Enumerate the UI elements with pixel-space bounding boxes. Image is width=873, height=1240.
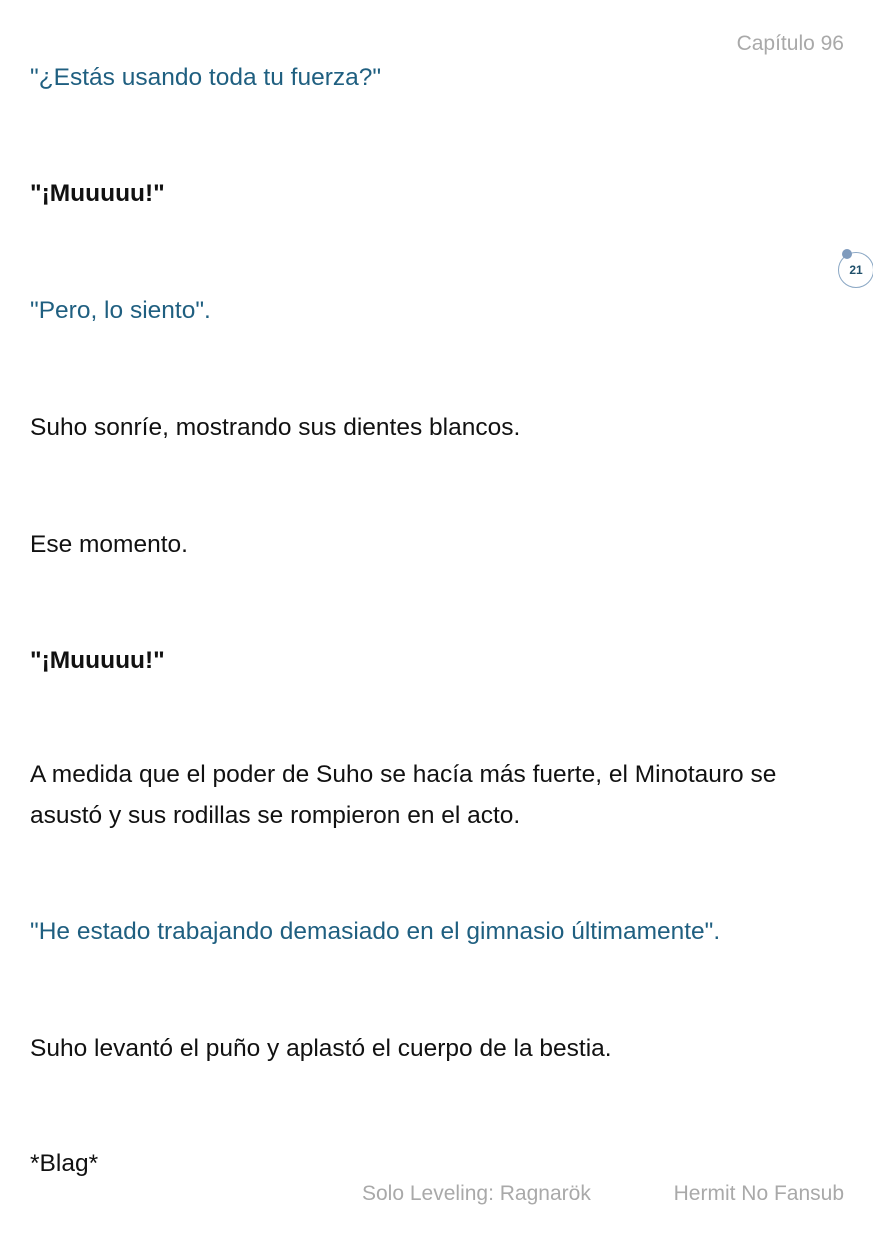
paragraph: A medida que el poder de Suho se hacía más fuerte, el Minotauro se asustó y sus rodillas se rompieron en el acto. (30, 761, 777, 829)
paragraph: *Blag* (30, 1150, 99, 1177)
paragraph: "Pero, lo siento". (30, 297, 211, 324)
footer-novel-title: Solo Leveling: Ragnarök (362, 1182, 591, 1205)
paragraph: Suho sonríe, mostrando sus dientes blancos. (30, 414, 521, 441)
badge-dot-icon (842, 249, 852, 259)
paragraph: Suho levantó el puño y aplastó el cuerpo de la bestia. (30, 1035, 612, 1062)
paragraph: "He estado trabajando demasiado en el gimnasio últimamente". (30, 918, 721, 945)
paragraph: "¡Muuuuu!" (30, 647, 165, 674)
paragraph: "¿Estás usando toda tu fuerza?" (30, 64, 382, 91)
footer-group: Hermit No Fansub (673, 1182, 844, 1205)
chapter-label: Capítulo 96 (736, 32, 844, 55)
page-number-badge[interactable]: 21 (838, 252, 873, 288)
paragraph: "¡Muuuuu!" (30, 180, 165, 207)
paragraph: Ese momento. (30, 531, 188, 558)
